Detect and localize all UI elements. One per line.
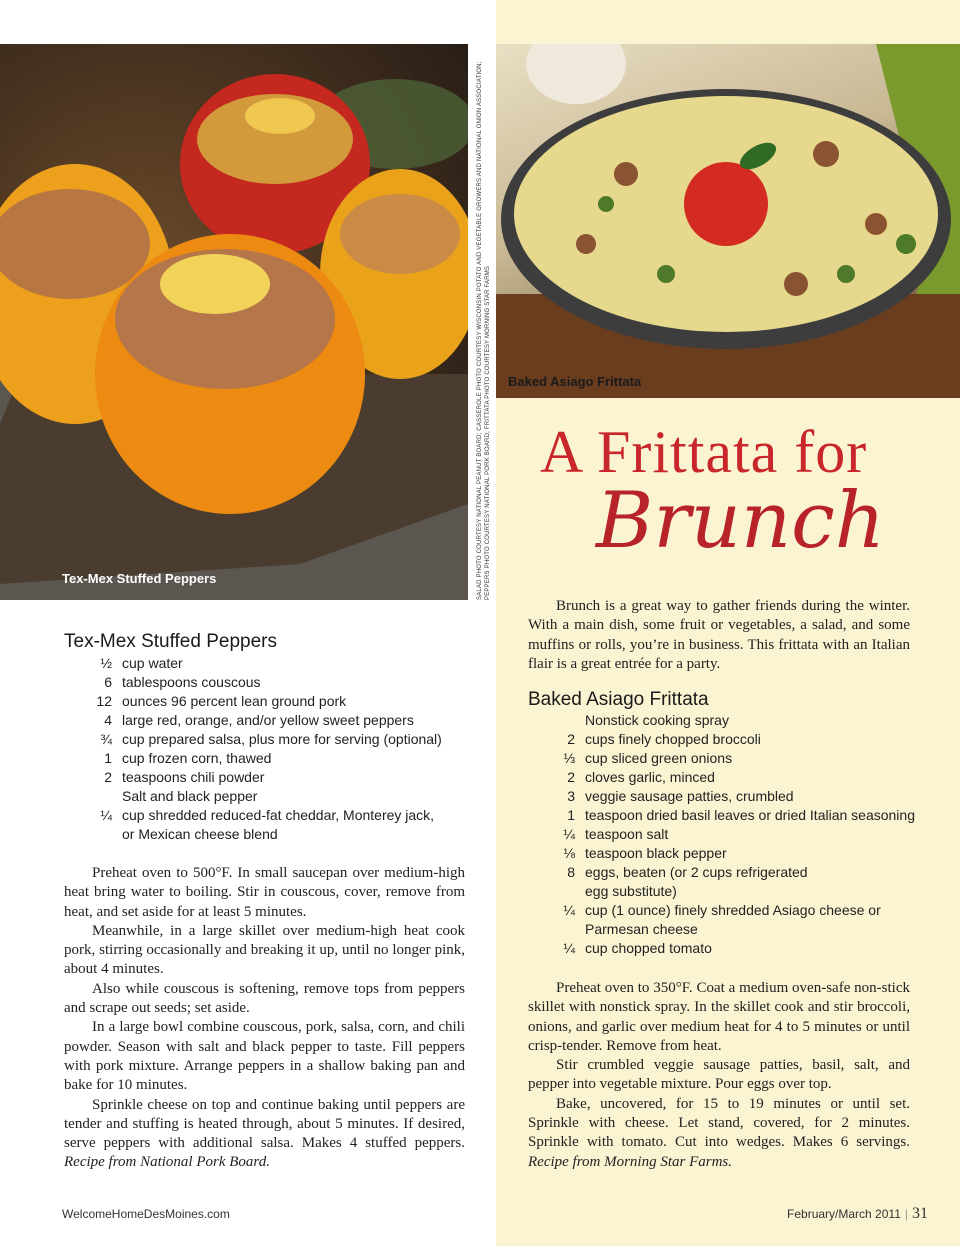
article-intro: [528, 597, 910, 674]
ingredient-item: [100, 806, 467, 825]
footer-issue: [787, 1205, 928, 1223]
ingredient-text: Parmesan cheese: [585, 921, 698, 937]
ingredient-text: tablespoons couscous: [122, 674, 261, 690]
ingredient-list-frittata: [563, 711, 915, 958]
ingredient-text: eggs, beaten (or 2 cups refrigerated: [585, 864, 808, 880]
ingredient-item: [585, 920, 915, 939]
ingredient-item: [585, 882, 915, 901]
ingredient-quantity: 2: [567, 731, 575, 747]
instruction-paragraph: [64, 864, 465, 922]
instruction-paragraph: [64, 1096, 465, 1173]
ingredient-quantity: ¼: [563, 940, 575, 956]
ingredient-item: [563, 939, 915, 958]
ingredient-text: cup sliced green onions: [585, 750, 733, 766]
ingredient-item: [567, 806, 915, 825]
instruction-text: Preheat oven to 500°F. In small saucepan over medium-high heat bring water to boiling. Stir in couscous, cover, remove from heat, and set aside for at least 5 minutes.: [64, 865, 465, 920]
ingredient-quantity: 12: [96, 693, 112, 709]
instruction-paragraph: [64, 980, 465, 1019]
ingredient-quantity: 1: [567, 807, 575, 823]
ingredient-item: [96, 692, 467, 711]
footer-separator: |: [904, 1207, 908, 1221]
ingredient-quantity: ⅛: [563, 845, 575, 861]
instruction-text: Sprinkle cheese on top and continue baking until peppers are tender and stuffing is heated through, about 5 minutes. If desired, serve peppers with additional salsa. Makes 4 stuffed peppers.: [64, 1096, 465, 1152]
instructions-peppers: [64, 864, 465, 1173]
stuffed-peppers-photo: [0, 44, 468, 600]
ingredient-item: [585, 711, 915, 730]
ingredient-quantity: ¼: [100, 807, 112, 823]
instruction-text: Also while couscous is softening, remove tops from peppers and scrape out seeds; set aside.: [64, 980, 465, 1017]
ingredient-quantity: 2: [104, 769, 112, 785]
page-number: 31: [912, 1205, 928, 1222]
photo-credit: SALAD PHOTO COURTESY NATIONAL PEANUT BOARD; CASSEROLE PHOTO COURTESY WISCONSIN POTATO AND VEGETABLE GROWERS AND NATIONAL ONION ASSOCIATION; PEPPERS PHOTO COURTESY NATIONAL PORK BOARD; FRITTATA PHOTO COURTESY MORNING STAR FARMS: [477, 61, 491, 600]
footer-website: WelcomeHomeDesMoines.com: [62, 1207, 230, 1221]
ingredient-quantity: ¾: [100, 731, 112, 747]
ingredient-item: [104, 749, 467, 768]
instruction-text: Stir crumbled veggie sausage patties, basil, salt, and pepper into vegetable mixture. Pour eggs over top.: [528, 1057, 910, 1093]
recipe-title-peppers: Tex-Mex Stuffed Peppers: [64, 631, 277, 652]
ingredient-text: Nonstick cooking spray: [585, 712, 729, 728]
ingredient-item: [567, 787, 915, 806]
ingredient-item: [122, 787, 467, 806]
ingredient-text: Salt and black pepper: [122, 788, 258, 804]
ingredient-item: [563, 825, 915, 844]
ingredient-item: [567, 768, 915, 787]
instruction-paragraph: [64, 922, 465, 980]
ingredient-item: [100, 654, 467, 673]
ingredient-text: cup chopped tomato: [585, 940, 712, 956]
ingredient-text: egg substitute): [585, 883, 677, 899]
ingredient-text: cup shredded reduced-fat cheddar, Monterey jack,: [122, 807, 435, 823]
ingredient-item: [563, 749, 915, 768]
ingredient-quantity: 1: [104, 750, 112, 766]
ingredient-text: ounces 96 percent lean ground pork: [122, 693, 347, 709]
ingredient-text: cup water: [122, 655, 183, 671]
frittata-photo: [496, 44, 960, 398]
ingredient-quantity: ¼: [563, 826, 575, 842]
ingredient-text: teaspoon dried basil leaves or dried Italian seasoning: [585, 807, 915, 823]
ingredient-text: cups finely chopped broccoli: [585, 731, 761, 747]
instruction-paragraph: [528, 979, 910, 1056]
ingredient-text: teaspoon salt: [585, 826, 669, 842]
article-title-line1: A Frittata for: [540, 419, 868, 485]
recipe-source: Recipe from National Pork Board.: [64, 1154, 270, 1171]
instructions-frittata: [528, 979, 910, 1172]
ingredient-item: [563, 844, 915, 863]
instruction-text: Preheat oven to 350°F. Coat a medium oven-safe non-stick skillet with nonstick spray. In the skillet cook and stir broccoli, onions, and garlic over medium heat for 4 to 5 minutes or until crisp-tender. Remove from heat.: [528, 980, 910, 1054]
ingredient-item: [104, 768, 467, 787]
article-title-line2: Brunch: [596, 476, 885, 566]
ingredient-text: cup (1 ounce) finely shredded Asiago cheese or: [585, 902, 881, 918]
ingredient-item: [104, 673, 467, 692]
photo-caption-peppers: Tex-Mex Stuffed Peppers: [62, 571, 217, 586]
ingredient-item: [100, 730, 467, 749]
instruction-text: Meanwhile, in a large skillet over medium-high heat cook pork, stirring occasionally and breaking it up, until no longer pink, about 4 minutes.: [64, 922, 465, 978]
ingredient-text: cloves garlic, minced: [585, 769, 715, 785]
instruction-text: In a large bowl combine couscous, pork, salsa, corn, and chili powder. Season with salt and black pepper to taste. Fill peppers with pork mixture. Arrange peppers in a shallow baking pan and bake for 10 minutes.: [64, 1019, 465, 1094]
ingredient-text: large red, orange, and/or yellow sweet peppers: [122, 712, 414, 728]
ingredient-item: [567, 863, 915, 882]
ingredient-item: [104, 711, 467, 730]
ingredient-text: veggie sausage patties, crumbled: [585, 788, 794, 804]
instruction-paragraph: [528, 1056, 910, 1095]
footer-issue-date: February/March 2011: [787, 1207, 901, 1221]
ingredient-text: teaspoon black pepper: [585, 845, 727, 861]
photo-caption-frittata: Baked Asiago Frittata: [508, 374, 642, 389]
ingredient-quantity: 2: [567, 769, 575, 785]
ingredient-quantity: ½: [100, 655, 112, 671]
ingredient-text: or Mexican cheese blend: [122, 826, 278, 842]
recipe-title-frittata: Baked Asiago Frittata: [528, 689, 709, 710]
ingredient-item: [567, 730, 915, 749]
ingredient-text: cup frozen corn, thawed: [122, 750, 272, 766]
recipe-source: Recipe from Morning Star Farms.: [528, 1153, 733, 1170]
ingredient-list-peppers: [96, 654, 467, 844]
ingredient-text: teaspoons chili powder: [122, 769, 265, 785]
ingredient-item: [563, 901, 915, 920]
instruction-text: Bake, uncovered, for 15 to 19 minutes or until set. Sprinkle with cheese. Let stand, covered, for 2 minutes. Sprinkle with tomato. Cut into wedges. Makes 6 servings.: [528, 1095, 910, 1151]
ingredient-quantity: ¼: [563, 902, 575, 918]
ingredient-text: cup prepared salsa, plus more for serving (optional): [122, 731, 442, 747]
ingredient-quantity: ⅓: [563, 750, 575, 766]
ingredient-quantity: 8: [567, 864, 575, 880]
ingredient-item: [122, 825, 467, 844]
ingredient-quantity: 3: [567, 788, 575, 804]
ingredient-quantity: 4: [104, 712, 112, 728]
ingredient-quantity: 6: [104, 674, 112, 690]
instruction-paragraph: [64, 1018, 465, 1095]
intro-paragraph: Brunch is a great way to gather friends during the winter. With a main dish, some fruit or vegetables, a salad, and some muffins or rolls, you’re in business. This frittata with an Italian flair is a great entrée for a party.: [528, 598, 910, 672]
instruction-paragraph: [528, 1095, 910, 1172]
